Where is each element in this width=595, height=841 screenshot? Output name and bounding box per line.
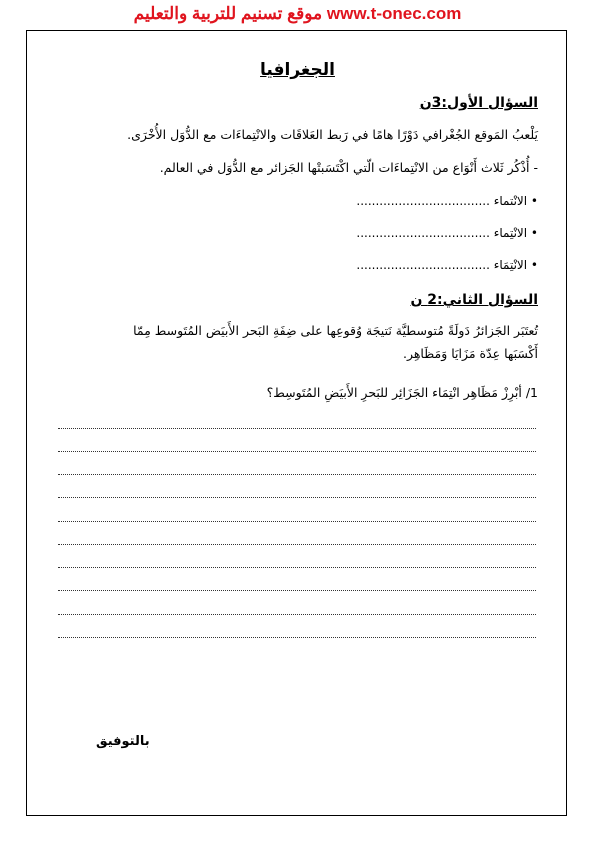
answer-line <box>356 226 538 240</box>
bullet-label: الانْتماء <box>493 194 528 208</box>
page-frame <box>26 30 567 816</box>
question1-heading: السؤال الأول:3ن <box>419 95 538 111</box>
answer-dots: ................................... <box>356 258 490 272</box>
answer-dotted-line <box>58 590 536 591</box>
site-url[interactable]: www.t-onec.com <box>326 4 462 23</box>
answer-dotted-line <box>58 451 536 452</box>
answer-line <box>356 194 538 208</box>
site-name: موقع تسنيم للتربية والتعليم <box>133 4 323 23</box>
bullet-label: الانْتِمَاء <box>493 258 528 272</box>
bullet-icon: • <box>530 258 538 272</box>
question2-subquestion: 1/ أبْرِزْ مَظَاهِر انْتِمَاء الجَزَائِر للبَحرِ الأَبيَضِ المُتَوسِط؟ <box>266 385 538 400</box>
answer-dotted-line <box>58 474 536 475</box>
answer-dotted-line <box>58 428 536 429</box>
answer-dots: ................................... <box>356 194 490 208</box>
bullet-icon: • <box>530 194 538 208</box>
answer-dotted-line <box>58 521 536 522</box>
question2-intro-line2: أَكْسَبَها عِدّة مَزَايَا وَمَظَاهِر. <box>402 346 538 361</box>
answer-dotted-line <box>58 497 536 498</box>
answer-line <box>356 258 538 272</box>
question1-intro: يَلْعبُ المَوقع الجُغْرافي دَوْرًا هامًا في رَبط العَلاقَات والانْتِماءَات مع الدُّوَل الأُخْرَى. <box>127 127 538 142</box>
question1-prompt: - أُذْكُر ثَلاث أَنْوَاع من الانْتِماءَات الّتي اكْتَسَبتْها الجَزائر مع الدُّوَل في العالم. <box>159 160 538 175</box>
answer-dotted-line <box>58 567 536 568</box>
answer-dots: ................................... <box>356 226 490 240</box>
question2-heading: السؤال الثاني:2 ن <box>410 292 538 308</box>
page-title: الجغرافيا <box>260 60 335 80</box>
site-header <box>0 4 595 28</box>
question2-intro-line1: تُعتَبَر الجَزائرُ دَولَةً مُتوسطيَّة نَتيجَة وُقوعِها على ضِفَةِ البَحر الأَبيَض المُتَوسط مِمّا <box>133 323 538 338</box>
closing-text: بالتوفيق <box>96 734 150 749</box>
bullet-label: الانْتِماء <box>493 226 528 240</box>
answer-dotted-line <box>58 544 536 545</box>
answer-dotted-line <box>58 637 536 638</box>
bullet-icon: • <box>530 226 538 240</box>
answer-dotted-line <box>58 614 536 615</box>
